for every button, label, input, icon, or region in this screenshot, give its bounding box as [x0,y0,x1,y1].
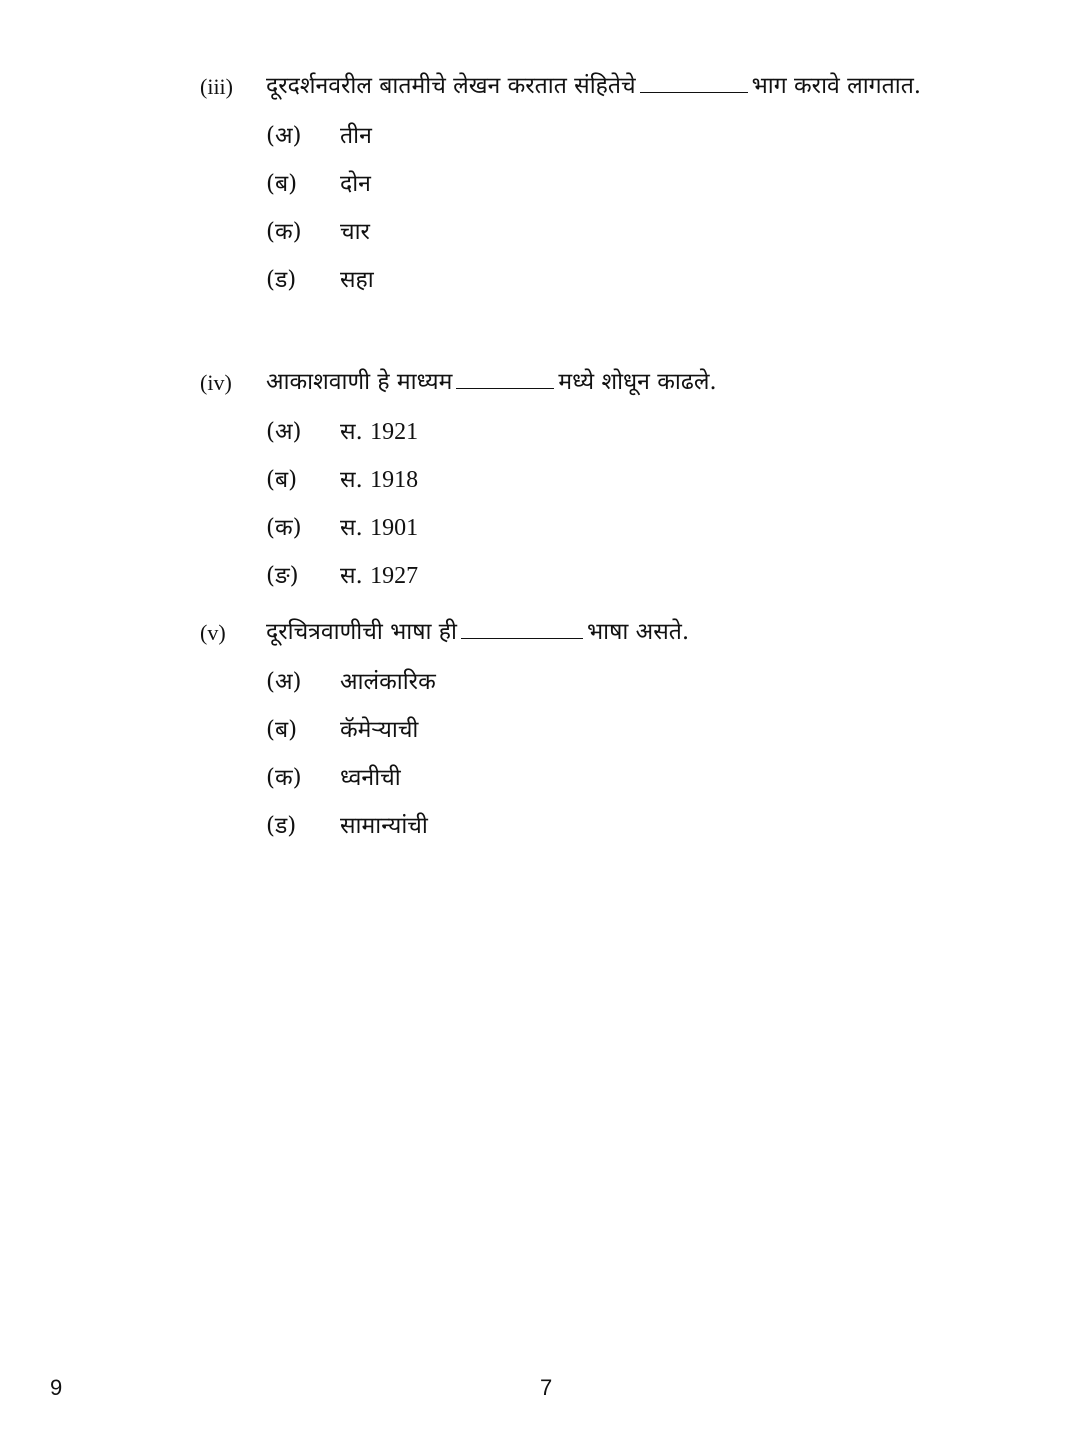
option-text: सामान्यांची [340,813,428,839]
option-label: (क) [266,765,302,791]
option-label: (ब) [266,467,298,493]
option-label: (अ) [266,669,302,695]
option-d [266,256,980,304]
paper-code: 9 [50,1375,63,1400]
option-a [266,112,980,160]
option-label: (क) [266,219,302,245]
option-text: दोन [340,171,371,197]
option-text: तीन [340,123,372,149]
answer-blank [456,368,554,389]
answer-blank [461,618,583,639]
question-v [200,610,980,850]
option-label: (ङ) [266,563,299,589]
options-list [266,112,980,304]
question-text: दूरचित्रवाणीची भाषा ही भाषा असते. [266,619,690,645]
option-b [266,160,980,208]
option-label: (अ) [266,419,302,445]
option-text: स. 1901 [340,515,419,541]
option-a [266,658,980,706]
options-list [266,658,980,850]
option-text: सहा [340,267,374,293]
option-text: स. 1921 [340,419,419,445]
option-text: चार [340,219,370,245]
answer-blank [640,72,748,93]
option-label: (अ) [266,123,302,149]
option-text: स. 1918 [340,467,419,493]
option-c [266,504,980,552]
option-a [266,408,980,456]
option-d [266,802,980,850]
option-c [266,754,980,802]
question-number: (v) [200,620,226,645]
option-text: स. 1927 [340,563,419,589]
option-label: (ड) [266,267,297,293]
option-label: (ब) [266,717,298,743]
option-text: ध्वनीची [340,765,401,791]
question-iv [200,360,980,600]
page-number: 7 [540,1375,553,1400]
option-label: (ब) [266,171,298,197]
question-number: (iii) [200,74,233,99]
option-text: कॅमेऱ्याची [340,717,419,743]
question-text: दूरदर्शनवरील बातमीचे लेखन करतात संहितेचे भाग करावे लागतात. [266,73,922,99]
option-c [266,208,980,256]
option-label: (क) [266,515,302,541]
question-number: (iv) [200,370,232,395]
option-b [266,456,980,504]
option-text: आलंकारिक [340,669,436,695]
option-d [266,552,980,600]
option-label: (ड) [266,813,297,839]
question-text: आकाशवाणी हे माध्यम मध्ये शोधून काढले. [266,369,717,395]
question-iii [200,64,980,304]
options-list [266,408,980,600]
option-b [266,706,980,754]
